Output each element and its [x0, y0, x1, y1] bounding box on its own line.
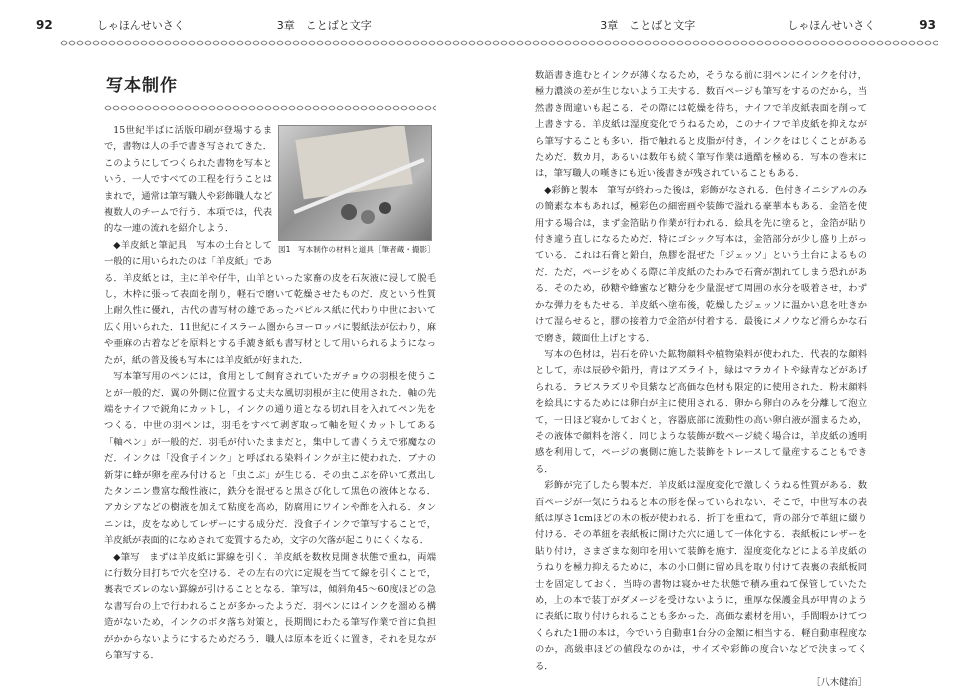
paragraph: 写本筆写用のペンには，食用として飼育されていたガチョウの羽根を使うことが一般的だ．翼の外側に位置する丈夫な風切羽根が主に使用された．軸の先端をナイフで鋭角にカットし，インクの通り道となる切れ目を入れてペン先をつくる．中世の羽ペンは，羽毛をすべて剥ぎ取って軸を短くカットしてある「軸ペン」が一般的だ．羽毛が付いたままだと，集中して書くうえで邪魔なのだ．インクは「没食子インク」と呼ばれる染料インクが主に使われた．ブナの新芽に蜂が卵を産み付けると「虫こぶ」が生じる．その虫こぶを砕いて煮出したタンニン豊富な酸性液に，鉄分を混ぜると黒さび化して黒色の液体となる．アカシアなどの樹液を加えて粘度を高め，防腐用にワインや酢を入れる．タンニンは，皮をなめしてレザーにする成分だ．没食子インクで筆写することで，羊皮紙が表面的になめされて変質するため，文字の欠落が起こりにくくなる．: [104, 371, 436, 547]
right-chapter-label: 3章 ことばと文字: [600, 19, 696, 32]
left-running-title: しゃほんせいさく: [96, 19, 185, 32]
paragraph: ◆筆写 まずは羊皮紙に罫線を引く．羊皮紙を数枚見開き状態で重ね，両端に行数分目打ちで穴を空ける．その左右の穴に定規を当てて線を引くことで，裏表でズレのない罫線が引けることとなる．筆写は，傾斜角45～60度ほどの急な書写台の上で行われることが多かったようだ．羽ペンにはインクを溜める構造がないため，インクのボタ落ち対策と，長期間にわたる筆写作業で首に負担がかからないようにするためだろう．職人は原本を近くに置き，それを見ながら筆写する．: [104, 551, 436, 661]
right-running-header: [496, 14, 936, 36]
header-ornament-rule: [60, 39, 938, 47]
right-running-title: しゃほんせいさく: [787, 19, 876, 32]
paragraph: 数語書き進むとインクが薄くなるため，そうなる前に羽ペンにインクを付け，極力濃淡の差が生じないよう工夫する．数百ページも筆写をするのだから，当然書き間違いも起こる．その際には乾燥を待ち，ナイフで羊皮紙表面を削って上書きする．羊皮紙は湿度変化でうねるため，このナイフで羊皮紙を抑えながら筆写することも多い．指で触れると皮脂が付き，インクをはじくことがあるためだ．数カ月，あるいは数年も続く筆写作業は過酷を極める．写本の巻末には，筆写職人の嘆きにも近い後書きが残されていることもある．: [535, 70, 867, 180]
author-signature: ［八木健治］: [811, 677, 867, 689]
manuscript-tools-photo: [278, 125, 432, 241]
left-running-header: [36, 14, 476, 36]
right-page-number: 93: [919, 18, 936, 32]
title-ornament-rule: [104, 104, 436, 112]
right-column-text: [535, 68, 867, 691]
figure-1: [278, 125, 436, 255]
paragraph: ◆羊皮紙と筆記具 写本の土台として一般的に用いられたのは「羊皮紙」である．羊皮紙とは，主に羊や仔牛，山羊といった家畜の皮を石灰液に浸して脱毛し，木枠に張って表面を削り，軽石で磨いて乾燥させたものだ．皮という性質上耐久性に優れ，古代の書写材の雄であったパピルス紙に代わり中世において広く用いられた．11世紀にイスラーム圏からヨーロッパに製紙法が伝わり，麻や亜麻の古着などを原料とする手漉き紙も書写材として用いられるようになったが，紙の普及後も写本には羊皮紙が好まれた．: [104, 239, 436, 366]
left-column-text: [104, 123, 436, 664]
article-title: 写本制作: [106, 76, 178, 96]
paragraph: ◆彩飾と製本 筆写が終わった後は，彩飾がなされる．色付きイニシアルのみの簡素な本もあれば，極彩色の細密画や装飾で溢れる豪華本もある．金箔を使用する場合は，まず金箔貼り作業が行われる．絵具を先に塗ると，金箔が貼り付き違う直しになるためだ．特にゴシック写本は，金箔部分が少し盛り上がっている．これは石膏と鉛白，魚膠を混ぜた「ジェッソ」という土台によるものだ．ただ，ページをめくる際に羊皮紙のたわみで石膏が割れてしまう恐れがある．そのため，砂糖や蜂蜜など糖分を少量混ぜて周囲の水分を吸着させ，わずかな弾力をもたせる．羊皮紙へ塗布後，乾燥したジェッソに温かい息を吐きかけて湿らせると，膠の接着力で金箔が付着する．最後にメノウなど滑らかな石で磨き，鏡面仕上げとする．: [535, 184, 867, 344]
figure-caption: 図1 写本制作の材料と道具［筆者蔵・撮影］: [278, 245, 435, 254]
paragraph: 15世紀半ばに活版印刷が登場するまで，書物は人の手で書き写されてきた．このようにしてつくられた書物を写本という．一人ですべての工程を行うことはまれで，通常は筆写職人や彩飾職人など複数人のチームで行う．本項では，代表的な一連の流れを紹介しよう．: [104, 125, 272, 235]
paragraph: 写本の色材は，岩石を砕いた鉱物顔料や植物染料が使われた．代表的な顔料として，赤は辰砂や鉛丹，青はアズライト，緑はマラカイトや緑青などがあげられる．ラピスラズリや貝紫など高価な色材も限定的に使用された．粉末顔料を絵具にするためには卵白が主に使用される．卵から卵白のみを分離して泡立て，一日ほど寝かしておくと，容器底部に流動性の高い卵白液が溜まるため，その液体で顔料を溶く．同じような装飾が数ページ続く場合は，羊皮紙の透明感を利用して，ページの裏側に施した装飾をトレースして量産することもできる．: [535, 348, 867, 475]
left-page-number: 92: [36, 18, 53, 32]
left-chapter-label: 3章 ことばと文字: [276, 19, 372, 32]
paragraph: 彩飾が完了したら製本だ．羊皮紙は湿度変化で激しくうねる性質がある．数百ページが一気にうねると本の形を保っていられない．そこで，中世写本の表紙は厚さ1cmほどの木の板が使われる．折丁を重ねて，背の部分で革紐に綴り付ける．その革紐を表紙板に開けた穴に通して一体化する．表紙板にレザーを貼り付け，さまざまな刻印を用いて装飾を施す．湿度変化などによる羊皮紙のうねりを極力抑えるために，本の小口側に留め具を取り付けて表裏の表紙板同士を固定しておく．当時の書物は寝かせた状態で積み重ねて保管していたため，上の本で装丁がダメージを受けないように，重厚な保護金具が甲冑のように表紙に取り付けられることも多かった．高価な素材を用い，手間暇かけてつくられた1冊の本は，今でいう自動車1台分の金額に相当する．軽自動車程度なのか，高級車ほどの値段なのかは，サイズや彩飾の度合いなどで決まってくる．: [535, 480, 867, 672]
